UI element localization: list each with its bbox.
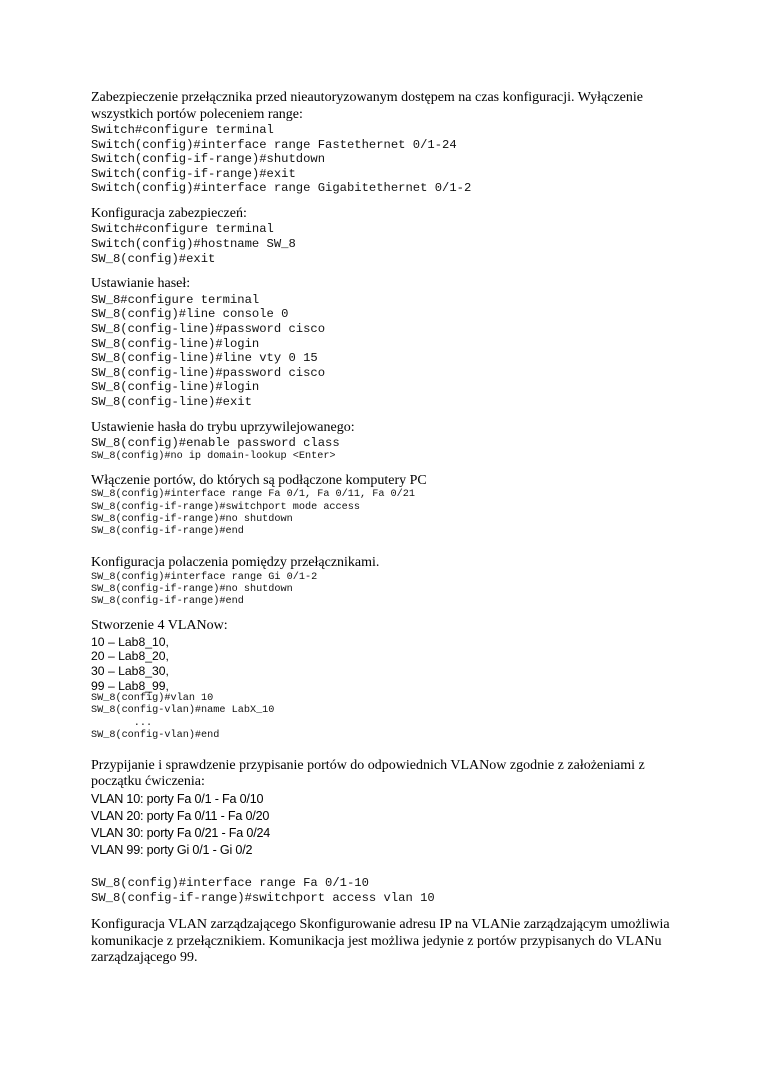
code-line: SW_8(config-if-range)#end bbox=[91, 525, 244, 537]
code-line: SW_8#configure terminal bbox=[91, 292, 260, 307]
vlan-list-item: 99 – Lab8_99, bbox=[91, 678, 169, 693]
code-line: SW_8(config)#no ip domain-lookup <Enter> bbox=[91, 450, 336, 462]
section-heading: Zabezpieczenie przełącznika przed nieautoryzowanym dostępem na czas konfiguracji. Wyłączenie wszystkich portów poleceniem range: bbox=[91, 90, 644, 122]
vlan-list-item: 20 – Lab8_20, bbox=[91, 649, 169, 664]
code-line: SW_8(config-line)#password cisco bbox=[91, 321, 326, 336]
vlan-list-item: 10 – Lab8_10, bbox=[91, 634, 169, 649]
code-line: SW_8(config)#interface range Fa 0/1-10 bbox=[91, 875, 369, 890]
section-paragraph: Konfiguracja VLAN zarządzającego Skonfigurowanie adresu IP na VLANie zarządzającym umożliwia komunikacje z przełącznikiem. Komunikacja jest możliwa jedynie z portów przypisanych do VLANu zarządzającego 99. bbox=[91, 917, 670, 966]
document-page bbox=[91, 90, 691, 967]
section-heading: Włączenie portów, do których są podłączone komputery PC bbox=[91, 472, 427, 488]
code-line: SW_8(config-vlan)#end bbox=[91, 729, 220, 741]
section-heading: Konfiguracja zabezpieczeń: bbox=[91, 205, 247, 221]
code-line: Switch(config-if-range)#exit bbox=[91, 166, 296, 181]
code-line: Switch#configure terminal bbox=[91, 222, 274, 237]
section-heading: Stworzenie 4 VLANow: bbox=[91, 618, 228, 634]
section-heading: Konfiguracja polaczenia pomiędzy przełącznikami. bbox=[91, 555, 380, 571]
vlan-port-assignment: VLAN 20: porty Fa 0/11 - Fa 0/20 bbox=[91, 808, 270, 823]
vlan-port-assignment: VLAN 30: porty Fa 0/21 - Fa 0/24 bbox=[91, 825, 271, 840]
code-line: Switch(config-if-range)#shutdown bbox=[91, 152, 326, 167]
code-line: Switch(config)#hostname SW_8 bbox=[91, 237, 296, 252]
code-line: SW_8(config-if-range)#end bbox=[91, 596, 244, 608]
code-line: SW_8(config-if-range)#no shutdown bbox=[91, 513, 293, 525]
code-line: Switch#configure terminal bbox=[91, 123, 274, 137]
code-line: SW_8(config-line)#login bbox=[91, 336, 260, 351]
code-line: SW_8(config-line)#login bbox=[91, 380, 260, 395]
code-line: SW_8(config)#interface range Fa 0/1, Fa 0/11, Fa 0/21 bbox=[91, 489, 416, 501]
code-line: SW_8(config)#line console 0 bbox=[91, 307, 289, 322]
code-line: SW_8(config)#interface range Gi 0/1-2 bbox=[91, 571, 318, 583]
code-line: Switch(config)#interface range Gigabitethernet 0/1-2 bbox=[91, 181, 472, 196]
section-heading: Ustawianie haseł: bbox=[91, 276, 191, 292]
vlan-port-assignment: VLAN 10: porty Fa 0/1 - Fa 0/10 bbox=[91, 791, 264, 806]
code-line: SW_8(config-if-range)#switchport mode access bbox=[91, 501, 360, 513]
code-line: SW_8(config)#enable password class bbox=[91, 436, 340, 450]
code-line: Switch(config)#interface range Fastethernet 0/1-24 bbox=[91, 137, 457, 152]
section-heading: Przypijanie i sprawdzenie przypisanie portów do odpowiednich VLANow zgodnie z założeniami z początku ćwiczenia: bbox=[91, 757, 645, 790]
code-line: SW_8(config)#exit bbox=[91, 251, 216, 266]
code-line: SW_8(config-line)#password cisco bbox=[91, 365, 326, 380]
code-line: SW_8(config-if-range)#no shutdown bbox=[91, 583, 293, 595]
code-line: SW_8(config-line)#line vty 0 15 bbox=[91, 351, 318, 366]
code-line: SW_8(config-line)#exit bbox=[91, 394, 252, 409]
vlan-port-assignment: VLAN 99: porty Gi 0/1 - Gi 0/2 bbox=[91, 842, 253, 857]
code-line: SW_8(config-vlan)#name LabX_10 bbox=[91, 705, 275, 717]
code-line: SW_8(config-if-range)#switchport access vlan 10 bbox=[91, 890, 435, 905]
code-line: ... bbox=[91, 717, 153, 729]
code-line: SW_8(config)#vlan 10 bbox=[91, 693, 214, 705]
vlan-list-item: 30 – Lab8_30, bbox=[91, 663, 169, 678]
section-heading: Ustawienie hasła do trybu uprzywilejowanego: bbox=[91, 419, 355, 435]
